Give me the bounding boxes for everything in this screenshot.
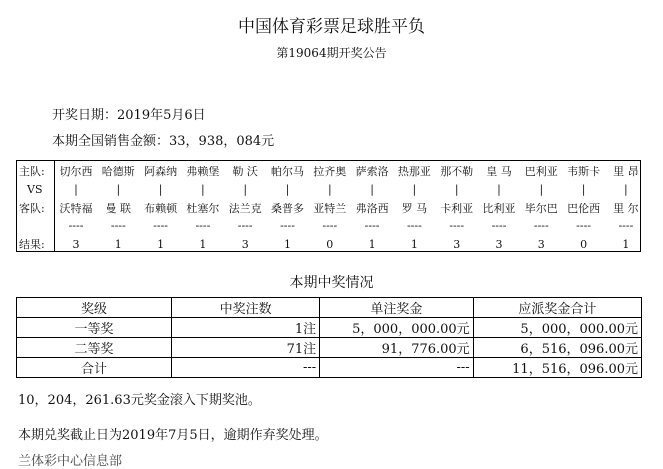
single-prize: --- (320, 358, 474, 378)
single-prize: 91，776.00元 (320, 338, 474, 358)
draw-date: 开奖日期：2019年5月6日 (52, 108, 206, 123)
page-title: 中国体育彩票足球胜平负 (238, 17, 425, 37)
dash-separator: ---- (68, 220, 84, 232)
vs-separator: | (158, 184, 163, 196)
away-team: 弗洛西 (355, 203, 389, 215)
prize-level: 一等奖 (17, 318, 172, 338)
home-team: 萨索洛 (355, 166, 389, 178)
dash-separator: ---- (491, 220, 507, 232)
match-result: 0 (326, 239, 334, 251)
sales-amount: 本期全国销售金额：33，938，084元 (52, 134, 275, 149)
match-result: 0 (580, 239, 588, 251)
match-result: 1 (622, 239, 630, 251)
total-prize: 6，516，096.00元 (473, 338, 641, 358)
match-result: 3 (453, 239, 461, 251)
away-team: 比利亚 (482, 203, 516, 215)
dash-separator: ---- (195, 220, 211, 232)
total-prize: 5，000，000.00元 (473, 318, 641, 338)
vs-separator: | (497, 184, 501, 196)
match-result: 1 (157, 239, 165, 251)
header-level: 奖级 (17, 298, 172, 318)
vs-separator: | (74, 184, 78, 196)
away-team: 布赖顿 (144, 203, 178, 215)
home-team: 切尔西 (59, 166, 93, 178)
vs-separator: | (412, 184, 417, 196)
winner-count: --- (172, 358, 320, 378)
vs-separator: | (581, 184, 586, 196)
home-team: 巴利亚 (524, 166, 558, 178)
vs-separator: | (327, 184, 332, 196)
result-label: 结果: (19, 238, 45, 251)
vs-separator: | (243, 184, 248, 196)
prize-table (16, 297, 642, 378)
away-label: 客队: (19, 202, 45, 215)
away-team: 曼 联 (105, 203, 132, 215)
issue-subtitle: 第19064期开奖公告 (276, 46, 387, 60)
home-team: 皇 马 (486, 166, 512, 178)
deadline-note: 本期兑奖截止日为2019年7月5日，逾期作弃奖处理。 (18, 428, 328, 443)
match-result: 3 (241, 239, 249, 251)
dash-separator: ---- (153, 220, 169, 232)
away-team: 杜塞尔 (186, 203, 220, 215)
dash-separator: ---- (618, 220, 634, 232)
table-row (17, 318, 642, 338)
rollover-note: 10，204，261.63元奖金滚入下期奖池。 (18, 393, 261, 408)
single-prize: 5，000，000.00元 (320, 318, 474, 338)
header-count: 中奖注数 (172, 298, 320, 318)
away-team: 里 尔 (613, 203, 639, 215)
home-team: 韦斯卡 (567, 166, 601, 178)
away-team: 毕尔巴 (524, 203, 558, 215)
dash-separator: ---- (406, 220, 422, 232)
dash-separator: ---- (449, 220, 465, 232)
away-team: 沃特福 (59, 203, 93, 215)
away-team: 罗 马 (401, 203, 428, 215)
winner-count: 1注 (172, 318, 320, 338)
prize-header-row (17, 298, 642, 318)
table-row (17, 358, 642, 378)
prize-section-title: 本期中奖情况 (289, 275, 374, 291)
home-team: 里 昂 (613, 166, 639, 178)
winner-count: 71注 (172, 338, 320, 358)
home-team: 热那亚 (397, 166, 431, 178)
match-result: 1 (410, 239, 418, 251)
dash-separator: ---- (533, 220, 549, 232)
match-result: 1 (368, 239, 376, 251)
table-row (17, 338, 642, 358)
vs-separator: | (454, 184, 459, 196)
header-total: 应派奖金合计 (473, 298, 641, 318)
vs-separator: | (370, 184, 374, 196)
home-label: 主队: (19, 165, 45, 178)
vs-separator: | (285, 184, 290, 196)
dash-separator: ---- (322, 220, 338, 232)
vs-label: VS (27, 183, 43, 196)
prize-level: 二等奖 (17, 338, 172, 358)
vs-separator: | (116, 184, 121, 196)
dash-separator: ---- (280, 220, 295, 232)
match-result: 1 (284, 239, 291, 251)
dash-separator: ---- (237, 220, 253, 232)
vs-separator: | (624, 184, 628, 196)
partial-footer-line: 兰体彩中心信息部 (18, 454, 123, 469)
home-team: 帕尔马 (271, 166, 304, 178)
match-result: 1 (199, 239, 207, 251)
vs-separator: | (201, 184, 205, 196)
prize-level: 合计 (17, 358, 172, 378)
home-team: 阿森纳 (144, 166, 178, 178)
dash-separator: ---- (364, 220, 380, 232)
home-team: 哈德斯 (101, 166, 135, 178)
header-single: 单注奖金 (320, 298, 474, 318)
away-team: 亚特兰 (313, 203, 347, 215)
away-team: 巴伦西 (567, 203, 601, 215)
match-grid (16, 160, 641, 252)
away-team: 卡利亚 (440, 203, 474, 215)
home-team: 那不勒 (440, 166, 474, 178)
dash-separator: ---- (110, 220, 126, 232)
vs-separator: | (539, 184, 544, 196)
total-prize: 11，516，096.00元 (473, 358, 641, 378)
dash-separator: ---- (576, 220, 592, 232)
match-result: 3 (72, 239, 80, 251)
match-result: 1 (114, 239, 122, 251)
match-result: 3 (537, 239, 545, 251)
home-team: 拉齐奥 (313, 166, 347, 178)
home-team: 弗赖堡 (186, 166, 220, 178)
away-team: 桑普多 (271, 203, 304, 215)
home-team: 勒 沃 (232, 166, 258, 178)
match-result: 3 (495, 239, 503, 251)
away-team: 法兰克 (228, 203, 262, 215)
